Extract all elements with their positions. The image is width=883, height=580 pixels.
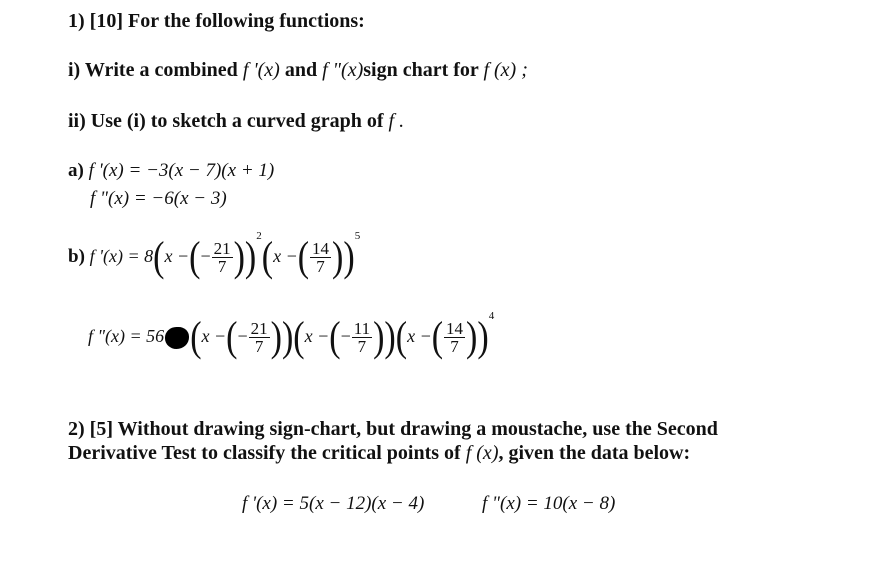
b-fpp-lhs: f "(x) = 56 [88,325,165,346]
q2-line1: 2) [5] Without drawing sign-chart, but drawing a moustache, use the Second [68,418,718,440]
a-fpp: f "(x) = −6(x − 3) [90,188,227,209]
part-i-and: and [284,59,318,81]
part-i-label: i) Write a combined [68,59,238,81]
b-label: b) [68,245,85,267]
frac-11-7: $\frac{11}{7}$ [353,319,371,356]
q2-line2: Derivative Test to classify the critical points of f (x), given the data below: [68,442,691,464]
q2-fpp: f "(x) = 10(x − 8) [482,493,616,514]
q1-header: 1) [10] For the following functions: [68,10,365,32]
part-i-f: f (x) ; [483,59,528,81]
part-i-sign: sign chart for [363,59,479,81]
part-ii-f: f . [388,110,405,132]
redaction-blot [165,327,189,349]
part-i-fp: f '(x) [242,59,280,81]
q1-part-ii [68,110,404,133]
q1-b-fp-line: b) f '(x) = 8(x −(− $\frac{21}{7}$ ))$^2$(x −( $\frac{14}{7}$ ))$^5$ [68,230,361,280]
frac-21-7: $\frac{21}{7}$ [213,239,231,276]
b-fp-lhs: f '(x) = 8 [89,245,154,266]
q1-a-fpp-line [90,188,227,210]
a-label: a) [68,160,84,181]
part-ii-label: ii) Use (i) to sketch a curved graph of [68,110,384,132]
q1-b-fpp-line: f "(x) = 56 (x −(− $\frac{21}{7}$ ))(x −(− $\frac{11}{7}$ ))(x −( $\frac{14}{7}$ ))$^4$ [88,310,495,360]
q2-f: f (x) [465,442,499,464]
frac-14-7: $\frac{14}{7}$ [312,239,330,276]
q2-fp: f '(x) = 5(x − 12)(x − 4) [242,493,425,514]
a-fp: f '(x) = −3(x − 7)(x + 1) [88,160,275,181]
part-i-fpp: f "(x) [322,59,364,81]
q1-part-i [68,59,528,82]
q1-a-fp-line [68,160,274,182]
